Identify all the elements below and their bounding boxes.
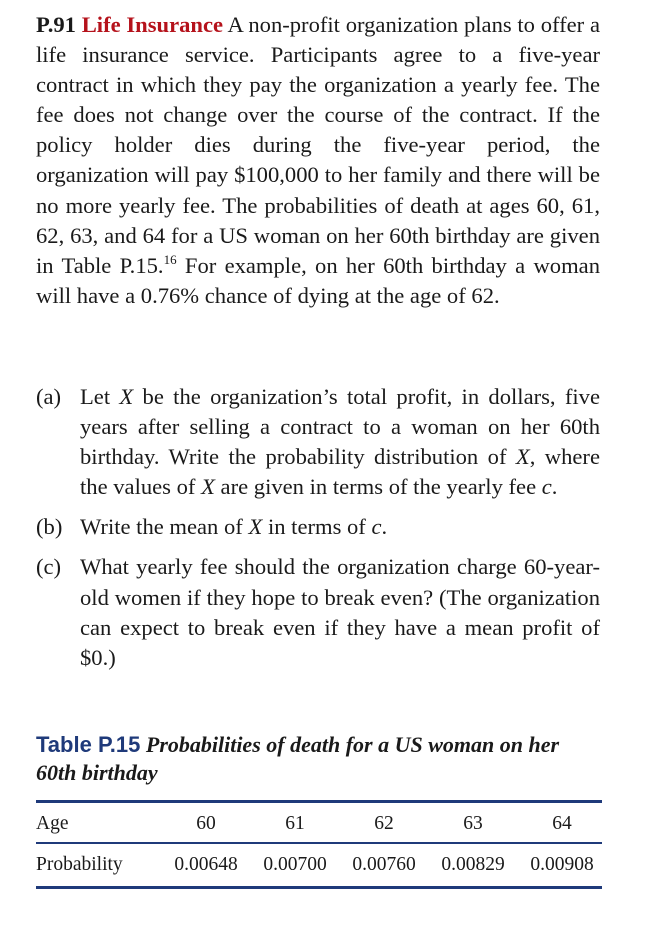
problem-body-2: For example, on her 60th birthday a woman will have a 0.76% chance of dying at the age of 62. [36,252,600,308]
table-caption [36,731,600,787]
probability-cell: 0.00829 [441,854,505,875]
problem-text [36,10,600,311]
probability-cell: 0.00648 [174,854,238,875]
probability-cell: 0.00700 [263,854,327,875]
problem-parts [36,382,600,673]
table-row-age [36,810,602,838]
problem-body-1: A non-profit organization plans to offer a life insurance service. Participants agree to a five-year contract in which they pay the organization a yearly fee. The fee does not change over the course of the contract. If the policy holder dies during the five-year period, the organization will pay $100,000 to her family and there will be no more yearly fee. The probabilities of death at ages 60, 61, 62, 63, and 64 for a US woman on her 60th birthday are given in Table P.15. [36,12,600,278]
table-bottom-rule [36,886,602,889]
part-a [36,382,600,502]
footnote-marker: 16 [163,251,177,267]
part-c-text: What yearly fee should the organization charge 60-year-old women if they hope to break even? (The organization can expect to break even if they have a mean profit of $0.) [80,554,600,670]
part-c-label: (c) [36,554,62,580]
table-top-rule [36,800,602,803]
age-cell: 61 [285,813,305,834]
age-cell: 64 [552,813,572,834]
part-a-label: (a) [36,384,62,409]
part-b-text: Write the mean of X in terms of c. [80,514,388,540]
problem-number: P.91 [36,12,76,37]
age-cell: 62 [374,813,394,834]
part-c [36,552,600,672]
part-b [36,512,600,542]
part-b-label: (b) [36,514,63,540]
probability-cell: 0.00760 [352,854,416,875]
table-mid-rule [36,842,602,844]
table-label: Table P.15 [36,732,141,757]
probability-cell: 0.00908 [530,854,594,875]
table-row-probability [36,851,602,879]
problem-title: Life Insurance [81,12,224,37]
part-a-text: Let X be the organization’s total profit, in dollars, five years after selling a contract to a woman on her 60th birthday. Write the probability distribution of X, where the values of X are given in terms of the yearly fee c. [80,384,601,500]
probability-header: Probability [36,854,123,875]
age-cell: 63 [463,813,483,834]
table-caption-text: Probabilities of death for a US woman on her 60th birthday [36,732,560,785]
age-header: Age [36,813,69,834]
age-cell: 60 [196,813,216,834]
